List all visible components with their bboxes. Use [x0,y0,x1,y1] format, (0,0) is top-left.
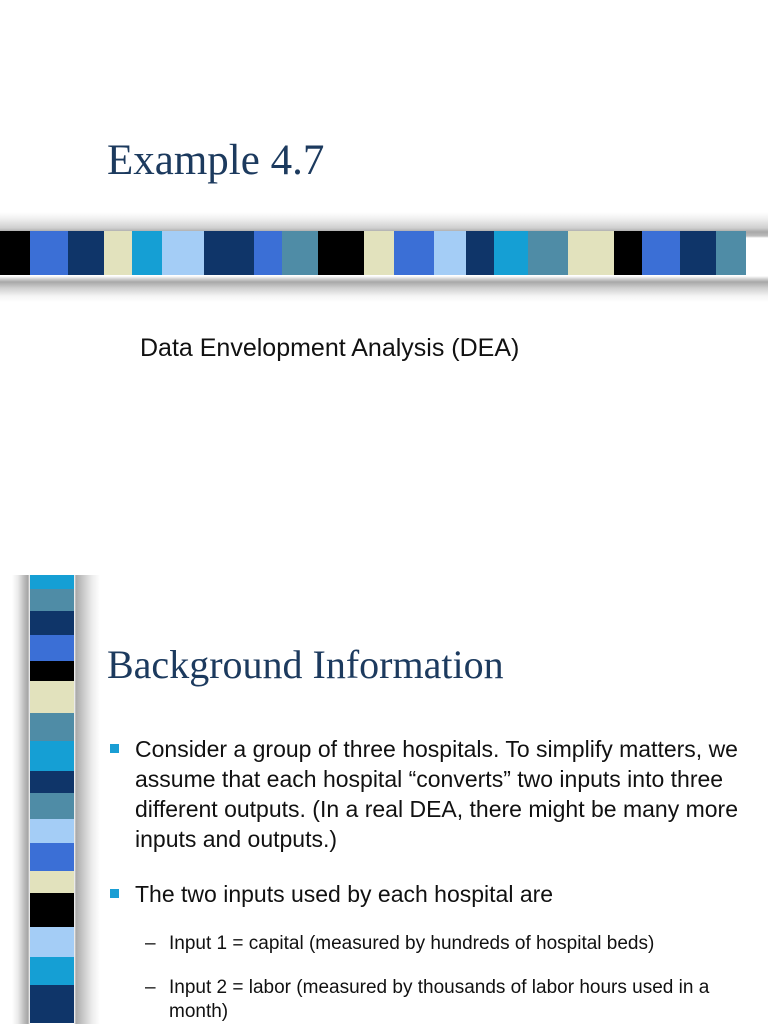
band-stripe [30,713,74,741]
band-stripe [30,661,74,681]
band-stripe [614,231,642,275]
band-stripe [132,231,162,275]
band-stripe [282,231,318,275]
band-stripe [104,231,132,275]
band-stripe [0,231,30,275]
band-stripe [162,231,204,275]
slide-title: Background Information [107,642,504,687]
bullet-text: Consider a group of three hospitals. To simplify matters, we assume that each hospital “converts” two inputs into three different outputs. (In a real DEA, there might be many more inputs and outputs.) [135,736,738,852]
dash-marker: – [145,933,156,954]
band-stripe [568,231,614,275]
sub-bullet-text: Input 1 = capital (measured by hundreds of hospital beds) [169,933,655,954]
band-stripe [30,681,74,713]
band-stripe [30,985,74,1023]
band-stripe [680,231,716,275]
band-stripe [30,871,74,893]
band-stripe [30,771,74,793]
decorative-horizontal-band [0,231,768,275]
band-stripe [30,843,74,871]
band-stripe [434,231,466,275]
decorative-vertical-band [30,575,74,1024]
band-stripe [254,231,282,275]
band-stripe [68,231,104,275]
band-stripe [30,575,74,589]
bullet-text: The two inputs used by each hospital are [135,881,554,907]
slide-title: Example 4.7 [107,137,325,184]
band-stripe [528,231,568,275]
bullet-square-icon [110,744,119,753]
slide-2 [0,575,768,1024]
band-stripe [716,231,746,275]
sub-bullet-text: Input 2 = labor (measured by thousands of labor hours used in a month) [169,977,710,1022]
band-stripe [642,231,680,275]
dash-marker: – [145,977,156,998]
band-stripe [30,819,74,843]
band-stripe [30,231,68,275]
band-stripe [30,793,74,819]
band-stripe [30,589,74,611]
band-stripe [30,635,74,661]
band-stripe [30,741,74,771]
band-stripe [494,231,528,275]
band-stripe [30,957,74,985]
band-stripe [364,231,394,275]
band-stripe [30,893,74,927]
band-stripe [30,611,74,635]
band-stripe [318,231,364,275]
band-stripe [466,231,494,275]
slide-subtitle: Data Envelopment Analysis (DEA) [140,334,520,362]
band-stripe [204,231,254,275]
band-stripe [394,231,434,275]
bullet-square-icon [110,889,119,898]
band-stripe [30,927,74,957]
